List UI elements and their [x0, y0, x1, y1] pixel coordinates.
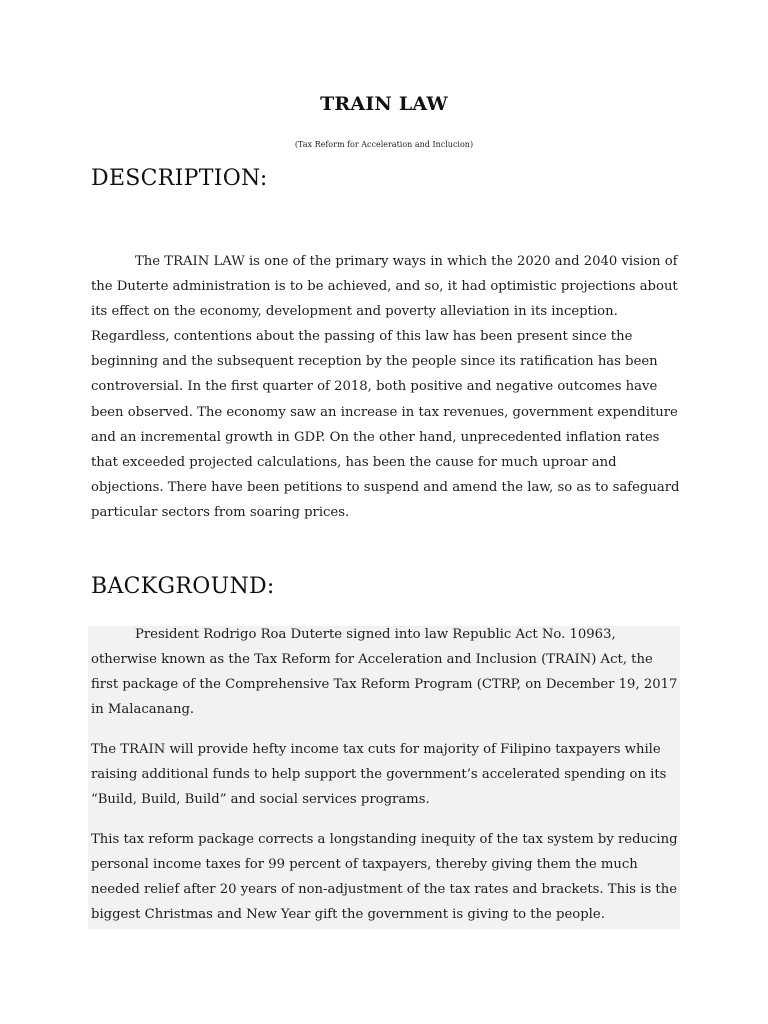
background-section [91, 622, 683, 942]
document-title: TRAIN LAW [320, 93, 448, 115]
document-subtitle: (Tax Reform for Acceleration and Inclucion) [294, 140, 474, 149]
background-paragraph-3: This tax reform package corrects a longstanding inequity of the tax system by reducing personal income taxes for 99 percent of taxpayers, thereby giving them the much needed relief after 20 years of non-adjustment of the tax rates and brackets. This is the biggest Christmas and New Year gift the government is giving to the people. [91, 832, 678, 922]
description-section [91, 249, 681, 525]
description-heading: DESCRIPTION: [91, 166, 268, 191]
background-paragraph-1: President Rodrigo Roa Duterte signed into law Republic Act No. 10963, otherwise known as the Tax Reform for Acceleration and Inclusion (TRAIN) Act, the first package of the Comprehensive Tax Reform Program (CTRP, on December 19, 2017 in Malacanang. [91, 627, 678, 717]
description-paragraph: The TRAIN LAW is one of the primary ways in which the 2020 and 2040 vision of the Duterte administration is to be achieved, and so, it had optimistic projections about its effect on the economy, development and poverty alleviation in its inception. Regardless, contentions about the passing of this law has been present since the beginning and the subsequent reception by the people since its ratification has been controversial. In the first quarter of 2018, both positive and negative outcomes have been observed. The economy saw an increase in tax revenues, government expenditure and an incremental growth in GDP. On the other hand, unprecedented inflation rates that exceeded projected calculations, has been the cause for much uproar and objections. There have been petitions to suspend and amend the law, so as to safeguard particular sectors from soaring prices. [91, 254, 680, 520]
background-heading: BACKGROUND: [91, 574, 275, 599]
background-paragraph-2: The TRAIN will provide hefty income tax cuts for majority of Filipino taxpayers while raising additional funds to help support the government’s accelerated spending on its “Build, Build, Build” and social services programs. [91, 742, 667, 807]
